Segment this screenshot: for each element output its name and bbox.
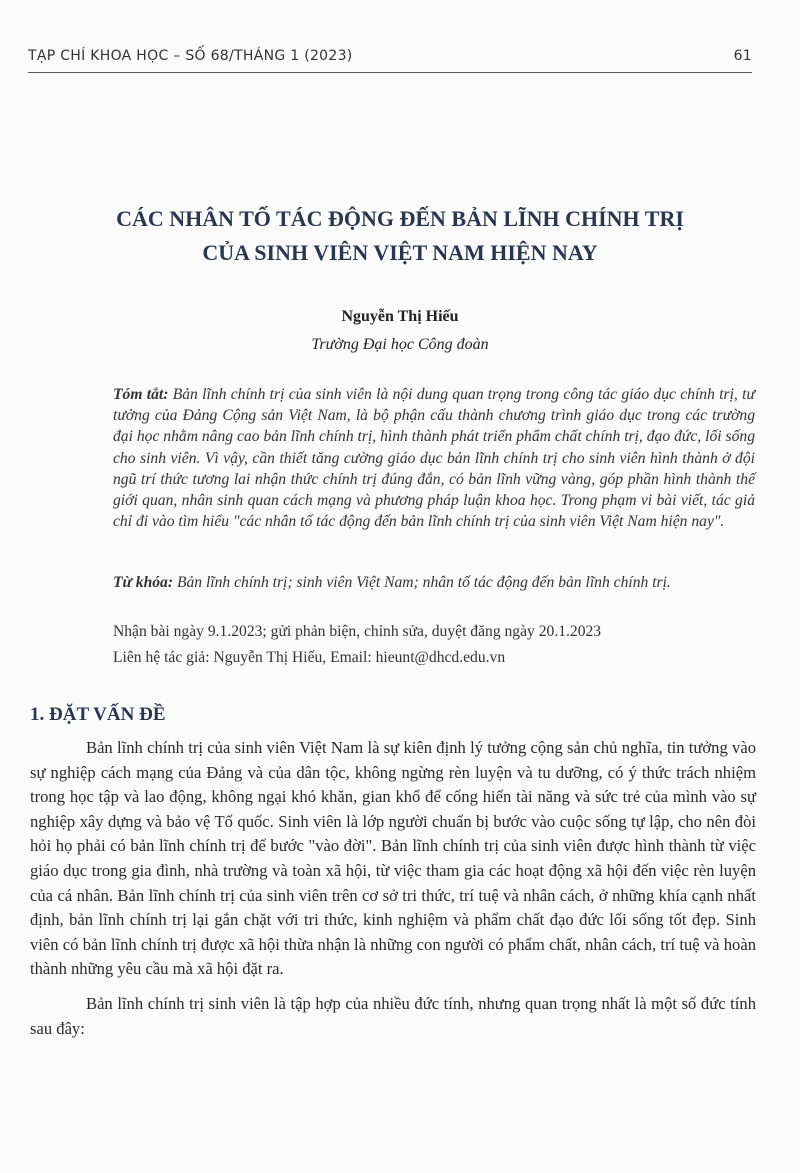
journal-title: TẠP CHÍ KHOA HỌC – SỐ 68/THÁNG 1 (2023) [28, 48, 353, 64]
body-paragraph: Bản lĩnh chính trị của sinh viên Việt Nam là sự kiên định lý tưởng cộng sản chủ nghĩa, tin tưởng vào sự nghiệp cách mạng của Đảng và của dân tộc, không ngừng rèn luyện và tu dưỡng, có ý thức trách nhiệm trong học tập và lao động, không ngại khó khăn, gian khổ để cống hiến tài năng và sức trẻ của mình vào sự nghiệp xây dựng và bảo vệ Tổ quốc. Sinh viên là lớp người chuẩn bị bước vào cuộc sống tự lập, cho nên đòi hỏi họ phải có bản lĩnh chính trị để bước "vào đời". Bản lĩnh chính trị của sinh viên được hình thành từ việc giáo dục trong gia đình, nhà trường và toàn xã hội, từ việc tham gia các hoạt động xã hội đến việc rèn luyện của cá nhân. Bản lĩnh chính trị của sinh viên trên cơ sở tri thức, trí tuệ và nhân cách, ở những khía cạnh nhất định, bản lĩnh chính trị lại gắn chặt với tri thức, kinh nghiệm và phẩm chất đạo đức lối sống tốt đẹp. Sinh viên có bản lĩnh chính trị được xã hội thừa nhận là những con người có phẩm chất, nhân cách, trí tuệ và hoàn thành những yêu cầu mà xã hội đặt ra. [30, 738, 756, 979]
author-contact: Liên hệ tác giả: Nguyễn Thị Hiếu, Email: hieunt@dhcd.edu.vn [113, 649, 506, 666]
author-name: Nguyễn Thị Hiếu [341, 308, 459, 325]
title-line-1: CÁC NHÂN TỐ TÁC ĐỘNG ĐẾN BẢN LĨNH CHÍNH TRỊ [116, 206, 684, 231]
author-affiliation: Trường Đại học Công đoàn [311, 336, 489, 353]
keywords-label: Từ khóa: [113, 574, 174, 591]
body-paragraph: Bản lĩnh chính trị sinh viên là tập hợp của nhiều đức tính, nhưng quan trọng nhất là một số đức tính sau đây: [30, 993, 756, 1038]
abstract-label: Tóm tắt: [113, 386, 169, 403]
abstract [113, 384, 755, 532]
page-number: 61 [733, 48, 752, 64]
keywords [113, 574, 763, 592]
title-line-2: CỦA SINH VIÊN VIỆT NAM HIỆN NAY [202, 240, 598, 265]
section-body [30, 736, 756, 1051]
section-heading: 1. ĐẶT VẤN ĐỀ [30, 704, 166, 725]
abstract-text: Bản lĩnh chính trị của sinh viên là nội dung quan trọng trong công tác giáo dục chính trị, tư tưởng của Đảng Cộng sản Việt Nam, là bộ phận cấu thành chương trình giáo dục trong các trường đại học nhằm nâng cao bản lĩnh chính trị, hình thành phát triển phẩm chất chính trị, đạo đức, lối sống cho sinh viên. Vì vậy, cần thiết tăng cường giáo dục bản lĩnh chính trị cho sinh viên hình thành ở đội ngũ trí thức tương lai nhận thức chính trị đúng đắn, có bản lĩnh vững vàng, góp phần hình thành thế giới quan, nhân sinh quan cách mạng và phương pháp luận khoa học. Trong phạm vi bài viết, tác giả chỉ đi vào tìm hiểu "các nhân tố tác động đến bản lĩnh chính trị của sinh viên Việt Nam hiện nay". [113, 386, 755, 531]
received-dates: Nhận bài ngày 9.1.2023; gửi phản biện, chỉnh sửa, duyệt đăng ngày 20.1.2023 [113, 623, 602, 640]
running-header [28, 48, 752, 73]
article-meta [113, 619, 601, 671]
article-title [60, 202, 740, 270]
keywords-text: Bản lĩnh chính trị; sinh viên Việt Nam; nhân tố tác động đến bản lĩnh chính trị. [176, 574, 671, 591]
